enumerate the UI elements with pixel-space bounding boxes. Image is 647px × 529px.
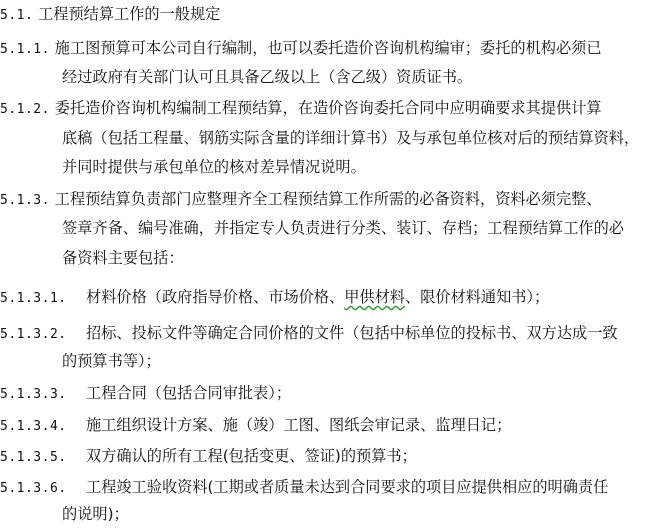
clause-5-1-1-line-2	[62, 67, 472, 87]
clause-text: 经过政府有关部门认可且具备乙级以上（含乙级）资质证书。	[62, 68, 473, 86]
clause-5-1-2-line-2	[62, 128, 639, 148]
clause-5-1-3-line-1	[0, 189, 602, 209]
clause-text: 签章齐备、编号准确，并指定专人负责进行分类、装订、存档；工程预结算工作的必	[62, 219, 624, 237]
clause-5-1-3-1-line-1	[86, 287, 549, 307]
clause-text: 备资料主要包括：	[62, 249, 184, 267]
clause-text: 底稿（包括工程量、钢筋实际含量的详细计算书）及与承包单位核对后的预结算资料，	[62, 129, 640, 147]
clause-text: 工程预结算负责部门应整理齐全工程预结算工作所需的必备资料，资料必须完整、	[54, 190, 602, 208]
clause-text: 的说明)；	[62, 505, 129, 523]
clause-text: 并同时提供与承包单位的核对差异情况说明。	[62, 158, 366, 176]
clause-5-1-3-2-line-2	[62, 351, 161, 371]
section-title: 工程预结算工作的一般规定	[38, 5, 221, 23]
clause-text: 材料价格（政府指导价格、市场价格、	[86, 288, 345, 306]
clause-number: 5.1.3.2.	[0, 327, 67, 342]
clause-number: 5.1.3.5.	[0, 450, 67, 465]
clause-5-1-3-1-number	[0, 287, 67, 307]
clause-5-1-3-2-number	[0, 323, 67, 343]
clause-text: 的预算书等）；	[62, 352, 161, 370]
clause-5-1-3-5-number	[0, 446, 67, 466]
clause-5-1-3-line-2	[62, 218, 624, 238]
clause-text: 工程竣工验收资料(工期或者质量未达到合同要求的项目应提供相应的明确责任	[86, 478, 609, 496]
clause-text: 工程合同（包括合同审批表）；	[86, 384, 292, 402]
clause-text: 施工组织设计方案、施（竣）工图、图纸会审记录、监理日记；	[86, 416, 512, 434]
clause-number: 5.1.3.	[0, 193, 50, 208]
clause-text: 委托造价咨询机构编制工程预结算，在造价咨询委托合同中应明确要求其提供计算	[54, 99, 602, 117]
clause-text: 双方确认的所有工程(包括变更、签证)的预算书；	[86, 447, 417, 465]
clause-5-1-3-4-line-1	[86, 415, 511, 435]
clause-5-1-3-6-number	[0, 477, 67, 497]
clause-5-1-3-6-line-2	[62, 504, 129, 524]
clause-5-1-3-3-line-1	[86, 383, 291, 403]
clause-text: 招标、投标文件等确定合同价格的文件（包括中标单位的投标书、双方达成一致	[86, 324, 618, 342]
clause-5-1-1-line-1	[0, 38, 602, 58]
section-number: 5.1.	[0, 8, 34, 23]
clause-5-1-3-4-number	[0, 415, 67, 435]
clause-text: 施工图预算可本公司自行编制，也可以委托造价咨询机构编审；委托的机构必须已	[54, 39, 602, 57]
clause-number: 5.1.2.	[0, 102, 50, 117]
clause-5-1-3-2-line-1	[86, 323, 618, 343]
clause-number: 5.1.3.3.	[0, 387, 67, 402]
clause-5-1-3-line-3	[62, 248, 184, 268]
clause-number: 5.1.3.4.	[0, 419, 67, 434]
clause-number: 5.1.3.1.	[0, 291, 67, 306]
clause-5-1-2-line-3	[62, 157, 366, 177]
underlined-term: 甲供材料	[344, 288, 405, 306]
clause-5-1-2-line-1	[0, 98, 602, 118]
clause-text: 、限价材料通知书）；	[404, 288, 550, 306]
section-heading	[0, 4, 220, 24]
clause-5-1-3-3-number	[0, 383, 67, 403]
clause-5-1-3-6-line-1	[86, 477, 608, 497]
clause-number: 5.1.3.6.	[0, 481, 67, 496]
clause-number: 5.1.1.	[0, 42, 50, 57]
clause-5-1-3-5-line-1	[86, 446, 417, 466]
